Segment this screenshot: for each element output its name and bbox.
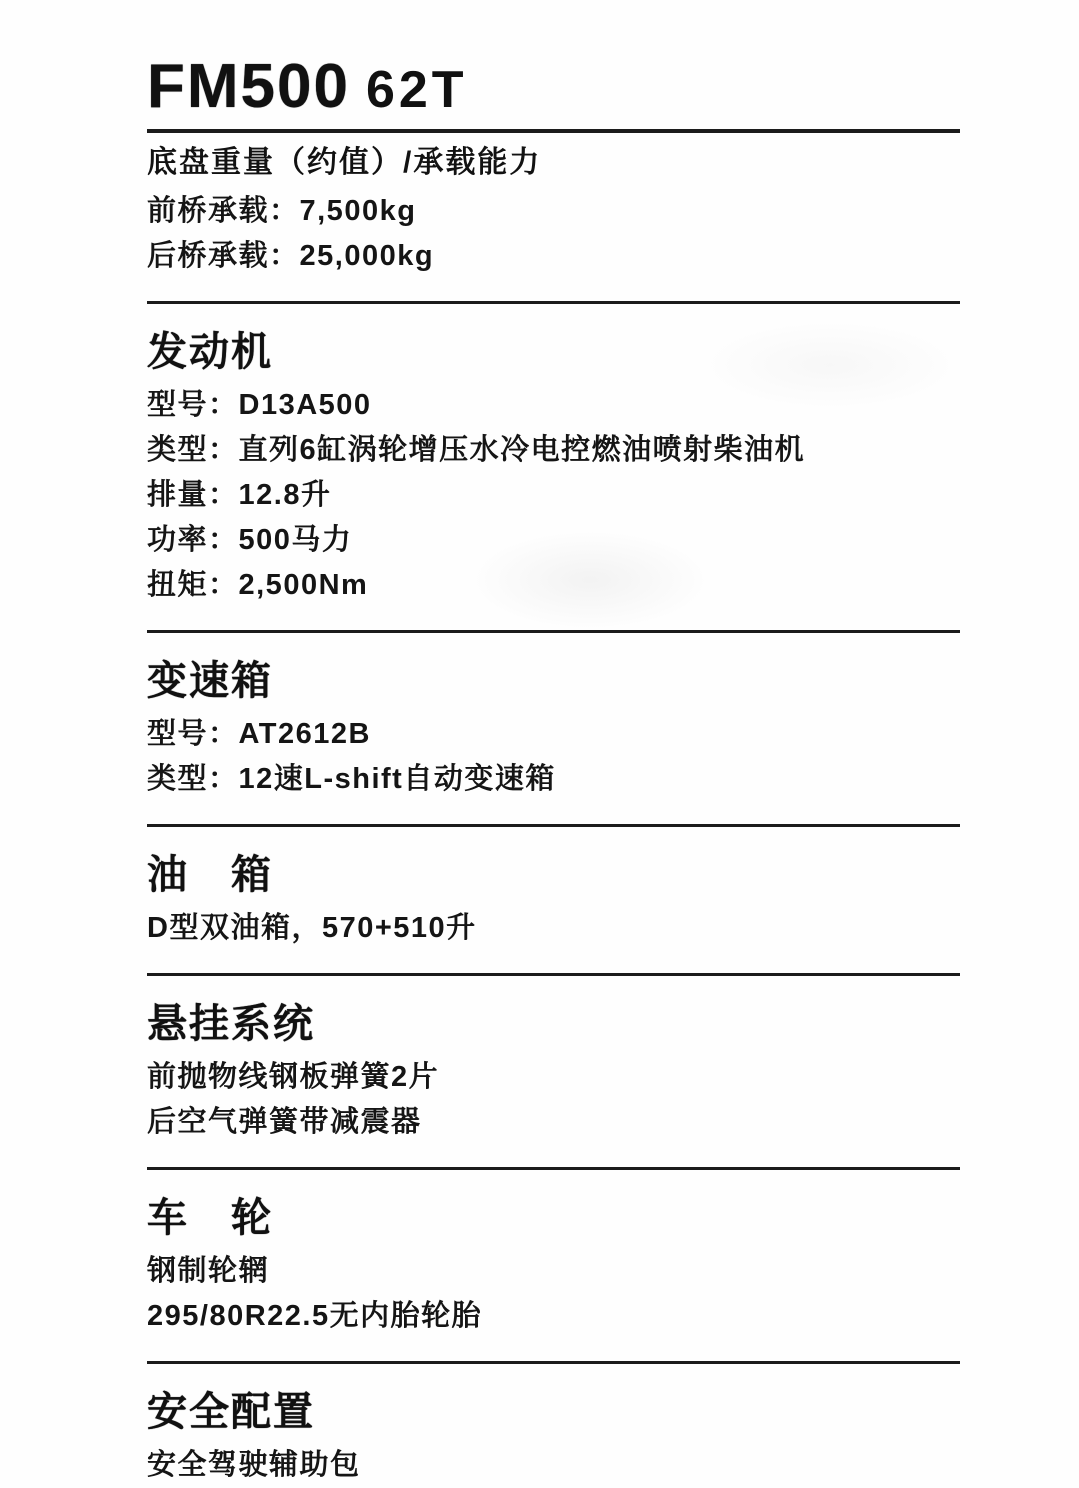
section-divider — [147, 630, 960, 633]
fuel-tank-heading: 油 箱 — [147, 853, 273, 897]
gearbox-type: 类型：12速L-shift自动变速箱 — [147, 763, 556, 795]
suspension-heading: 悬挂系统 — [147, 1002, 315, 1046]
engine-type: 类型：直列6缸涡轮增压水冷电控燃油喷射柴油机 — [147, 434, 806, 466]
section-wheels — [147, 1195, 960, 1339]
model-name: FM500 — [147, 52, 350, 121]
safety-package: 安全驾驶辅助包 — [147, 1449, 361, 1481]
section-divider — [147, 824, 960, 827]
section-divider — [147, 129, 960, 133]
fuel-tank-lines — [147, 906, 960, 951]
section-divider — [147, 1167, 960, 1170]
section-safety — [147, 1389, 960, 1488]
wheels-lines — [147, 1249, 960, 1339]
section-divider — [147, 973, 960, 976]
wheels-heading: 车 轮 — [147, 1196, 273, 1240]
engine-power: 功率：500马力 — [147, 524, 353, 556]
fuel-tank-spec: D型双油箱，570+510升 — [147, 912, 477, 944]
engine-heading: 发动机 — [147, 330, 273, 374]
chassis-subtitle: 底盘重量（约值）/承载能力 — [147, 146, 542, 179]
section-fuel-tank — [147, 852, 960, 951]
engine-torque: 扭矩：2,500Nm — [147, 569, 369, 601]
page-title — [147, 52, 960, 121]
rear-suspension: 后空气弹簧带减震器 — [147, 1106, 422, 1138]
section-suspension — [147, 1001, 960, 1145]
engine-model: 型号：D13A500 — [147, 389, 372, 421]
spec-sheet-content — [147, 52, 960, 1488]
section-chassis-weight — [147, 145, 960, 279]
gearbox-lines — [147, 712, 960, 802]
model-tonnage: 62T — [365, 61, 468, 119]
engine-displacement: 排量：12.8升 — [147, 479, 332, 511]
engine-lines — [147, 383, 960, 608]
section-engine — [147, 329, 960, 608]
section-divider — [147, 301, 960, 304]
section-divider — [147, 1361, 960, 1364]
wheel-rim-spec: 钢制轮辋 — [147, 1255, 270, 1287]
front-suspension: 前抛物线钢板弹簧2片 — [147, 1061, 440, 1093]
suspension-lines — [147, 1055, 960, 1145]
section-gearbox — [147, 658, 960, 802]
tire-spec: 295/80R22.5无内胎轮胎 — [147, 1300, 483, 1332]
rear-axle-load: 后桥承载：25,000kg — [147, 240, 435, 272]
front-axle-load: 前桥承载：7,500kg — [147, 195, 417, 227]
safety-lines — [147, 1443, 960, 1488]
safety-heading: 安全配置 — [147, 1390, 315, 1434]
chassis-lines — [147, 189, 960, 279]
gearbox-heading: 变速箱 — [147, 659, 273, 703]
gearbox-model: 型号：AT2612B — [147, 718, 371, 750]
